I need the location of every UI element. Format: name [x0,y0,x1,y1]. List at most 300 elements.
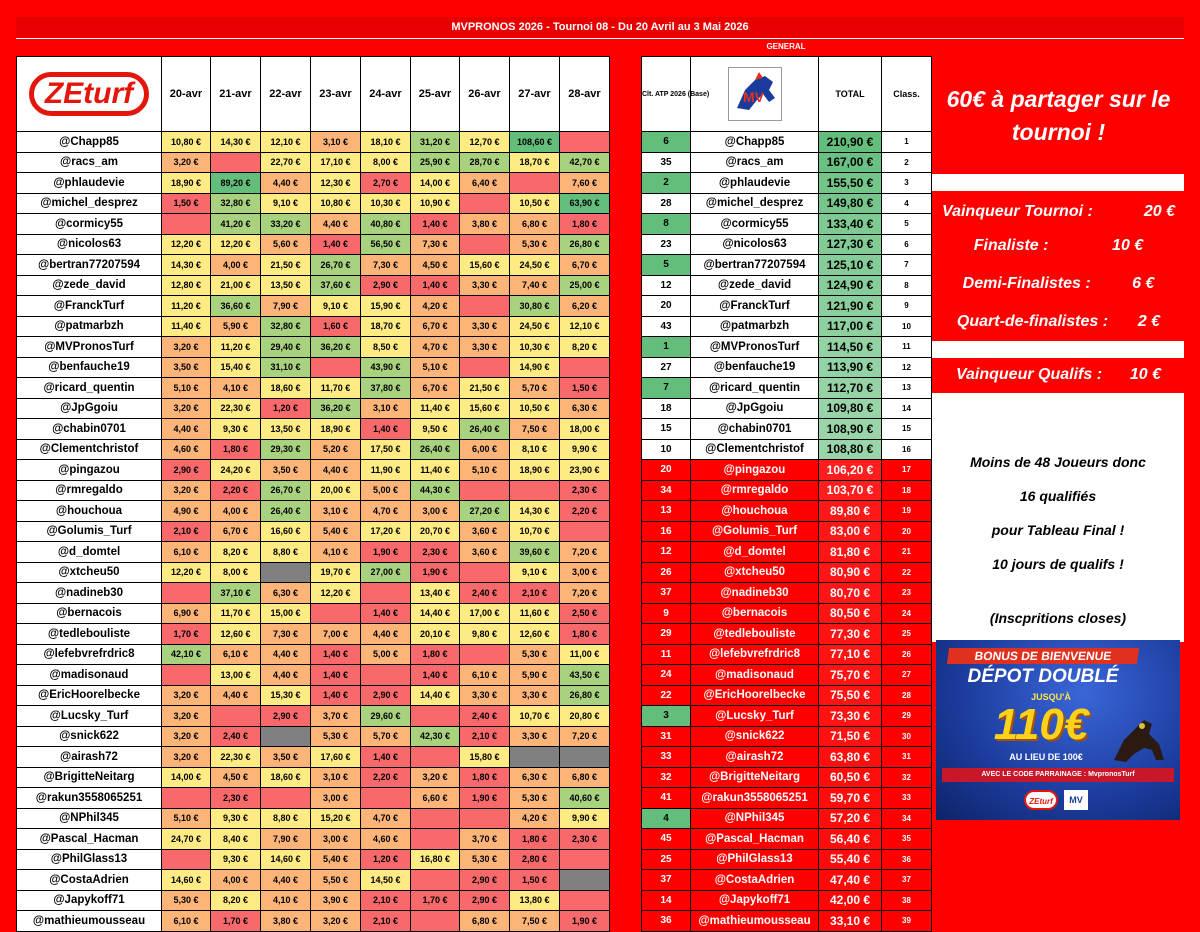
score-cell: 10,30 € [361,193,411,214]
score-cell: 15,30 € [261,685,311,706]
table-row [642,870,932,891]
score-cell: 4,50 € [211,767,261,788]
score-cell: 5,50 € [311,870,361,891]
score-cell: 2,80 € [510,849,560,870]
table-row [642,193,932,214]
total-points: 75,50 € [819,685,882,706]
score-cell: 26,70 € [261,480,311,501]
table-row [642,234,932,255]
score-cell: 1,40 € [311,644,361,665]
score-cell: 5,30 € [460,849,510,870]
total-points: 42,00 € [819,890,882,911]
score-cell: 3,50 € [261,460,311,481]
score-cell: 6,10 € [162,911,211,932]
score-cell [411,706,460,727]
player-name: @EricHoorelbecke [17,685,162,706]
score-cell: 4,40 € [211,685,261,706]
player-name: @d_domtel [691,542,819,563]
table-row [642,480,932,501]
score-cell: 3,30 € [510,726,560,747]
score-cell: 7,90 € [261,296,311,317]
total-points: 125,10 € [819,255,882,276]
player-name: @JpGgoiu [17,398,162,419]
table-row [17,665,610,686]
player-name: @lefebvrefrdric8 [691,644,819,665]
atp-rank: 33 [642,747,691,768]
info-line: 10 jours de qualifs ! [992,556,1124,572]
score-cell: 9,10 € [261,193,311,214]
player-name: @Japykoff71 [691,890,819,911]
score-cell: 15,80 € [460,747,510,768]
rank: 8 [882,275,932,296]
player-name: @Golumis_Turf [17,521,162,542]
score-cell: 2,90 € [162,460,211,481]
player-name: @Pascal_Hacman [17,829,162,850]
score-cell: 4,90 € [162,501,211,522]
score-cell: 1,80 € [211,439,261,460]
score-cell: 15,20 € [311,808,361,829]
score-cell: 14,30 € [510,501,560,522]
total-points: 114,50 € [819,337,882,358]
rank: 31 [882,747,932,768]
table-row [642,808,932,829]
date-header: 26-avr [460,57,510,132]
atp-rank: 24 [642,665,691,686]
table-row [642,255,932,276]
score-cell: 14,60 € [261,849,311,870]
prize-amount: 20 € [1143,203,1175,220]
score-cell: 5,60 € [261,234,311,255]
score-cell: 17,00 € [460,603,510,624]
rank: 11 [882,337,932,358]
score-cell: 11,40 € [411,460,460,481]
separator [932,341,1184,358]
score-cell: 2,90 € [361,275,411,296]
score-cell: 25,90 € [411,152,460,173]
score-cell: 2,50 € [560,603,610,624]
table-row [17,726,610,747]
score-cell: 18,70 € [361,316,411,337]
score-cell: 3,00 € [560,562,610,583]
horse-icon [1104,710,1174,770]
score-cell: 4,40 € [311,460,361,481]
score-cell: 7,90 € [261,829,311,850]
table-row [642,644,932,665]
table-row [17,152,610,173]
score-cell: 22,30 € [211,398,261,419]
score-cell [460,296,510,317]
score-cell: 11,20 € [162,296,211,317]
player-name: @racs_am [691,152,819,173]
table-row [642,316,932,337]
score-cell: 9,90 € [560,808,610,829]
score-cell: 18,60 € [261,767,311,788]
player-name: @patmarbzh [17,316,162,337]
score-cell: 8,00 € [211,562,261,583]
rank: 35 [882,829,932,850]
player-name: @d_domtel [17,542,162,563]
score-cell [560,747,610,768]
score-cell: 5,10 € [411,357,460,378]
table-row [17,788,610,809]
player-name: @xtcheu50 [17,562,162,583]
score-cell: 13,40 € [411,583,460,604]
table-row [17,275,610,296]
rank: 28 [882,685,932,706]
score-cell: 7,20 € [560,726,610,747]
atp-rank: 13 [642,501,691,522]
player-name: @ricard_quentin [17,378,162,399]
table-row [17,255,610,276]
score-cell: 108,60 € [510,132,560,153]
score-cell: 1,20 € [361,849,411,870]
player-name: @lefebvrefrdric8 [17,644,162,665]
score-cell: 1,90 € [560,911,610,932]
separator [932,174,1184,191]
score-cell: 11,70 € [211,603,261,624]
atp-rank: 8 [642,214,691,235]
prize-row [932,313,1185,331]
score-cell: 2,20 € [560,501,610,522]
total-points: 108,90 € [819,419,882,440]
score-cell: 31,20 € [411,132,460,153]
score-cell [460,234,510,255]
score-cell: 11,70 € [311,378,361,399]
score-cell: 3,00 € [311,788,361,809]
score-cell [460,480,510,501]
score-cell: 5,70 € [361,726,411,747]
atp-rank: 26 [642,562,691,583]
score-cell: 12,70 € [460,132,510,153]
score-cell [162,665,211,686]
atp-rank: 31 [642,726,691,747]
score-cell: 11,00 € [560,644,610,665]
score-cell: 2,30 € [211,788,261,809]
score-cell: 5,30 € [510,788,560,809]
score-cell: 4,40 € [261,644,311,665]
table-row [642,890,932,911]
score-cell [261,726,311,747]
player-name: @michel_desprez [17,193,162,214]
score-cell: 18,60 € [261,378,311,399]
score-cell: 14,30 € [162,255,211,276]
score-cell: 1,80 € [460,767,510,788]
score-cell: 12,80 € [162,275,211,296]
player-name: @nicolos63 [17,234,162,255]
score-cell: 4,40 € [261,870,311,891]
table-row [642,685,932,706]
table-row [642,849,932,870]
score-cell [460,562,510,583]
score-cell: 17,50 € [361,439,411,460]
rank: 7 [882,255,932,276]
total-points: 124,90 € [819,275,882,296]
score-cell: 36,20 € [311,398,361,419]
score-cell: 26,40 € [261,501,311,522]
score-cell [460,808,510,829]
score-cell: 12,60 € [510,624,560,645]
score-cell: 56,50 € [361,234,411,255]
mv-pronos-logo [728,67,782,121]
total-points: 113,90 € [819,357,882,378]
score-cell [560,849,610,870]
score-cell: 5,70 € [510,378,560,399]
score-cell: 6,70 € [560,255,610,276]
score-cell: 3,50 € [261,747,311,768]
table-row [17,460,610,481]
score-cell: 3,20 € [162,706,211,727]
player-name: @zede_david [17,275,162,296]
atp-rank: 4 [642,808,691,829]
score-cell [411,808,460,829]
score-cell: 8,20 € [211,890,261,911]
score-cell: 10,70 € [510,706,560,727]
score-cell: 26,80 € [560,685,610,706]
score-cell: 1,60 € [311,316,361,337]
table-row [642,911,932,932]
total-points: 108,80 € [819,439,882,460]
total-points: 133,40 € [819,214,882,235]
total-points: 57,20 € [819,808,882,829]
score-cell: 21,00 € [211,275,261,296]
score-cell: 5,90 € [211,316,261,337]
score-cell: 41,20 € [211,214,261,235]
table-row [17,603,610,624]
score-cell: 5,10 € [162,378,211,399]
score-cell [510,173,560,194]
score-cell: 13,80 € [510,890,560,911]
page-title: MVPRONOS 2026 - Tournoi 08 - Du 20 Avril au 3 Mai 2026 [16,17,1184,39]
prize-row [932,275,1185,293]
score-cell: 89,20 € [211,173,261,194]
rank: 26 [882,644,932,665]
player-name: @Pascal_Hacman [691,829,819,850]
score-cell: 2,40 € [460,583,510,604]
score-cell: 5,10 € [460,460,510,481]
mv-logo: MV [1064,790,1088,810]
table-row [17,357,610,378]
table-row [642,439,932,460]
score-cell: 1,40 € [411,275,460,296]
total-points: 112,70 € [819,378,882,399]
total-points: 81,80 € [819,542,882,563]
score-cell: 1,90 € [411,562,460,583]
table-row [17,685,610,706]
total-points: 117,00 € [819,316,882,337]
total-points: 83,00 € [819,521,882,542]
player-name: @houchoua [691,501,819,522]
total-points: 59,70 € [819,788,882,809]
player-name: @rakun3558065251 [17,788,162,809]
score-cell: 16,80 € [411,849,460,870]
score-cell: 3,70 € [311,706,361,727]
score-cell [460,357,510,378]
score-cell: 2,30 € [411,542,460,563]
atp-rank: 3 [642,706,691,727]
total-points: 89,80 € [819,501,882,522]
atp-rank: 29 [642,624,691,645]
score-cell: 2,70 € [361,173,411,194]
score-cell: 6,80 € [460,911,510,932]
rank: 18 [882,480,932,501]
banner-amount: 110€ [993,700,1089,749]
score-cell: 2,20 € [211,480,261,501]
score-cell [162,214,211,235]
player-name: @rmregaldo [17,480,162,501]
banner-previous: AU LIEU DE 100€ [1009,752,1083,762]
total-points: 80,50 € [819,603,882,624]
total-points: 63,80 € [819,747,882,768]
score-cell: 9,30 € [211,808,261,829]
total-points: 77,30 € [819,624,882,645]
atp-rank: 2 [642,173,691,194]
score-cell: 2,30 € [560,480,610,501]
player-name: @xtcheu50 [691,562,819,583]
player-name: @chabin0701 [17,419,162,440]
player-name: @houchoua [17,501,162,522]
table-row [642,152,932,173]
score-cell: 5,30 € [162,890,211,911]
promo-banner[interactable] [936,640,1180,820]
atp-rank: 16 [642,521,691,542]
score-cell: 5,90 € [510,665,560,686]
rank: 22 [882,562,932,583]
general-ranking-table [641,56,932,932]
score-cell: 15,00 € [261,603,311,624]
score-cell: 3,00 € [411,501,460,522]
player-name: @Lucsky_Turf [691,706,819,727]
score-cell: 14,00 € [162,767,211,788]
score-cell: 1,90 € [460,788,510,809]
score-cell: 26,70 € [311,255,361,276]
prize-label: Vainqueur Qualifs : [955,366,1103,383]
score-cell: 9,10 € [311,296,361,317]
score-cell [311,357,361,378]
score-cell [261,562,311,583]
score-cell: 9,90 € [560,439,610,460]
score-cell [361,665,411,686]
table-row [642,542,932,563]
banner-subline: JUSQU'À [1031,692,1071,702]
rank: 32 [882,767,932,788]
score-cell: 7,60 € [560,173,610,194]
player-name: @bertran77207594 [17,255,162,276]
score-cell: 4,00 € [211,870,261,891]
score-cell: 4,10 € [211,378,261,399]
player-name: @phlaudevie [691,173,819,194]
player-name: @patmarbzh [691,316,819,337]
score-cell [211,706,261,727]
score-cell [560,357,610,378]
score-cell: 6,30 € [261,583,311,604]
score-cell: 24,50 € [510,316,560,337]
score-cell: 6,30 € [510,767,560,788]
score-cell: 14,40 € [411,685,460,706]
atp-rank: 23 [642,234,691,255]
table-row [642,460,932,481]
score-cell: 10,80 € [162,132,211,153]
prize-amount: 6 € [1132,275,1155,292]
score-cell: 12,30 € [311,173,361,194]
score-cell: 26,40 € [460,419,510,440]
prize-label: Vainqueur Tournoi : [942,203,1093,220]
score-cell: 8,40 € [211,829,261,850]
table-row [642,747,932,768]
atp-rank: 45 [642,829,691,850]
score-cell: 27,20 € [460,501,510,522]
total-points: 127,30 € [819,234,882,255]
score-cell: 10,30 € [510,337,560,358]
player-name: @MVPronosTurf [17,337,162,358]
rank: 3 [882,173,932,194]
score-cell: 6,10 € [162,542,211,563]
table-row [17,706,610,727]
atp-rank: 7 [642,378,691,399]
score-cell: 3,20 € [162,152,211,173]
player-name: @pingazou [17,460,162,481]
score-cell: 1,80 € [411,644,460,665]
total-points: 60,50 € [819,767,882,788]
total-points: 103,70 € [819,480,882,501]
score-cell: 1,40 € [311,665,361,686]
table-row [642,726,932,747]
player-name: @ricard_quentin [691,378,819,399]
score-cell: 1,40 € [361,419,411,440]
player-name: @bernacois [17,603,162,624]
score-cell: 18,00 € [560,419,610,440]
score-cell: 18,90 € [510,460,560,481]
table-row [17,234,610,255]
rank: 36 [882,849,932,870]
score-cell: 14,00 € [411,173,460,194]
score-cell: 2,90 € [261,706,311,727]
date-header: 24-avr [361,57,411,132]
table-row [642,419,932,440]
player-name: @nadineb30 [691,583,819,604]
atp-rank: 11 [642,644,691,665]
score-cell: 37,80 € [361,378,411,399]
info-line: pour Tableau Final ! [991,522,1125,538]
score-cell: 8,20 € [211,542,261,563]
rank: 2 [882,152,932,173]
atp-rank: 12 [642,275,691,296]
score-cell: 11,60 € [510,603,560,624]
player-name: @FranckTurf [691,296,819,317]
player-name: @cormicy55 [17,214,162,235]
score-cell: 4,60 € [361,829,411,850]
score-cell: 20,80 € [560,706,610,727]
player-name: @snick622 [691,726,819,747]
date-header: 21-avr [211,57,261,132]
score-cell: 22,30 € [211,747,261,768]
rank: 4 [882,193,932,214]
date-header: 28-avr [560,57,610,132]
score-cell: 15,60 € [460,255,510,276]
score-cell: 37,60 € [311,275,361,296]
score-cell: 9,30 € [211,419,261,440]
atp-rank: 41 [642,788,691,809]
rank: 12 [882,357,932,378]
date-header: 20-avr [162,57,211,132]
score-cell: 11,40 € [162,316,211,337]
score-cell: 7,30 € [261,624,311,645]
score-cell: 6,20 € [560,296,610,317]
player-name: @Chapp85 [691,132,819,153]
player-name: @CostaAdrien [691,870,819,891]
score-cell [311,603,361,624]
player-name: @BrigitteNeitarg [17,767,162,788]
banner-code: AVEC LE CODE PARRAINAGE : MvpronosTurf [942,768,1174,782]
